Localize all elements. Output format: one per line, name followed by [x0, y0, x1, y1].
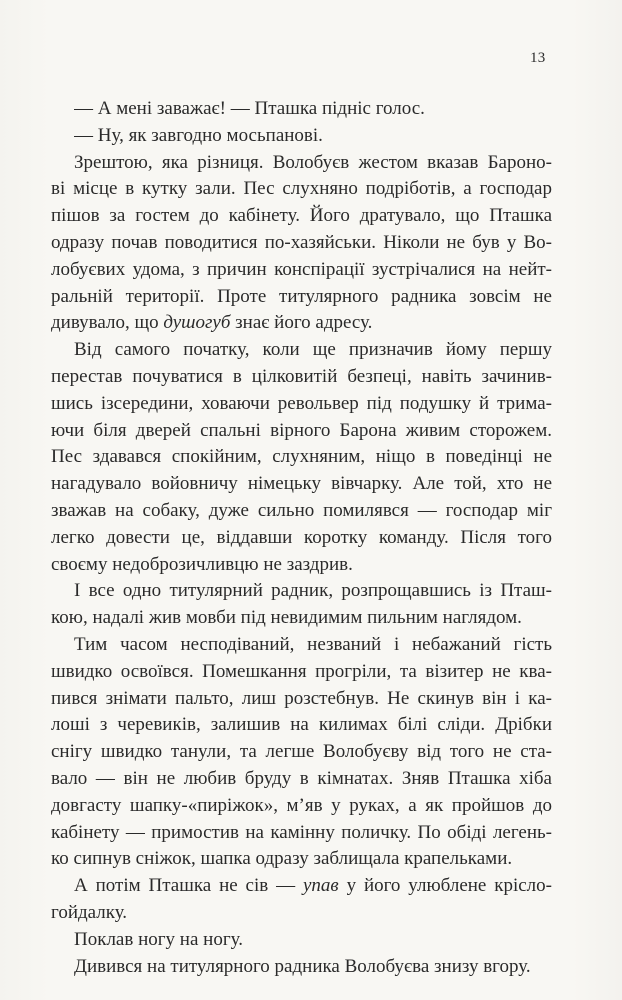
text-line: нагадувало войовничу німецьку вівчарку. Але той, хто не [51, 473, 552, 495]
text-line: — Ну, як завгодно мосьпанові. [74, 124, 323, 146]
text-segment: знає його адресу. [230, 312, 373, 334]
text-line: пився знімати пальто, лиш розстебнув. Не скинув він і ка- [51, 687, 552, 709]
text-line: лоші з черевиків, залишив на килимах білі сліди. Дрібки [51, 714, 552, 736]
text-line: Тим часом несподіваний, незваний і небажаний гість [74, 633, 552, 655]
text-line: Поклав ногу на ногу. [74, 928, 243, 950]
text-line: Зрештою, яка різниця. Волобуєв жестом вказав Бароно- [74, 151, 552, 173]
text-line: шись ізсередини, ховаючи револьвер під подушку й трима- [51, 392, 552, 414]
text-line: Пес здавався спокійним, слухняним, ніщо в поведінці не [51, 446, 552, 468]
text-line [51, 310, 552, 337]
text-line: лобуєвих удома, з причин конспірації зустрічалися на нейт- [51, 258, 552, 280]
text-line [74, 873, 552, 900]
text-segment: дивувало, що [51, 312, 164, 334]
text-line: одразу почав поводитися по-хазяйськи. Ніколи не був у Во- [51, 231, 552, 253]
text-line: снігу швидко танули, та легше Волобуєву від того не ста- [51, 741, 552, 763]
italic-text: душогуб [163, 312, 231, 334]
text-line: пішов за гостем до кабінету. Його дратувало, що Пташка [51, 205, 552, 227]
text-line: своєму недоброзичливцю не заздрив. [51, 553, 353, 575]
text-line: довгасту шапку-«пиріжок», м’яв у руках, а як пройшов до [51, 794, 552, 816]
text-line: ві місце в кутку зали. Пес слухняно подріботів, а господар [51, 178, 552, 200]
text-line: кою, надалі жив мовби під невидимим пильним наглядом. [51, 607, 522, 629]
text-segment: А потім Пташка не сів — [74, 875, 303, 897]
text-line: ко сипнув сніжок, шапка одразу заблищала крапельками. [51, 848, 513, 870]
text-segment: у його улюблене крісло- [338, 875, 552, 897]
text-line: вало — він не любив бруду в кімнатах. Зняв Пташка хіба [51, 767, 552, 789]
text-line: І все одно титулярний радник, розпрощавшись із Пташ- [74, 580, 552, 602]
text-line: гойдалку. [51, 901, 128, 923]
text-line: перестав почуватися в цілковитій безпеці, навіть зачинив- [51, 365, 552, 387]
text-line: ючи біля дверей спальні вірного Барона живим сторожем. [51, 419, 552, 441]
text-line: ральній території. Проте титулярного радника зовсім не [51, 285, 552, 307]
italic-text: упав [303, 875, 339, 897]
text-line: — А мені заважає! — Пташка підніс голос. [74, 98, 425, 119]
text-line: легко довести це, віддавши коротку команду. Після того [51, 526, 552, 548]
text-line: кабінету — примостив на камінну поличку. По обіді легень- [51, 821, 552, 843]
body-text [51, 96, 552, 980]
text-line: швидко освоївся. Помешкання прогріли, та візитер не ква- [51, 660, 552, 682]
text-line: Дивився на титулярного радника Волобуєва знизу вгору. [74, 955, 531, 977]
page-number: 13 [530, 50, 546, 66]
text-line: зважав на собаку, дуже сильно помилявся — господар міг [51, 499, 552, 521]
text-line: Від самого початку, коли ще призначив йому першу [74, 339, 552, 361]
